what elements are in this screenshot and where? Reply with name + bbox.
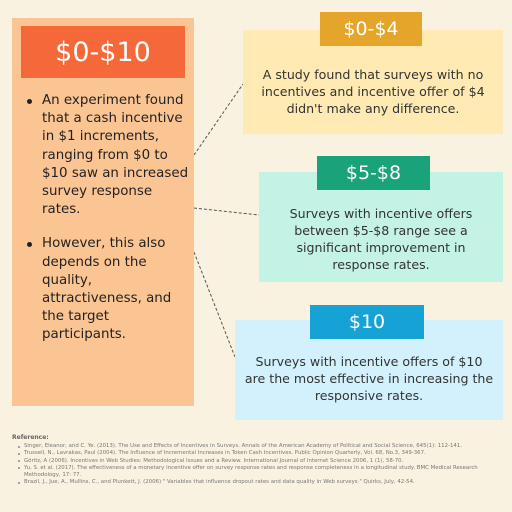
connector-to-card-5-8 bbox=[194, 208, 259, 215]
card-0-4-text: A study found that surveys with no incentives and incentive offer of $4 didn't make any difference. bbox=[261, 67, 485, 116]
left-card-bullets bbox=[14, 92, 192, 361]
reference-item: Göritz, A (2006). Incentives in Web Studies: Methodological Issues and a Review. International Journal of Internet Science 2006, 1 (1), 58-70. bbox=[24, 458, 500, 465]
card-10-label: $10 bbox=[310, 305, 424, 339]
left-card-title: $0-$10 bbox=[21, 26, 185, 78]
connector-to-card-10 bbox=[194, 252, 235, 357]
reference-item: Trussell, N., Lavrakas, Paul (2004). The Influence of Incremental Increases in Token Cash Incentives. Public Opinion Quarterly, Vol. 68, No.3, 349-367. bbox=[24, 450, 500, 457]
references-title: Reference: bbox=[12, 434, 49, 441]
reference-item: Singer, Eleanor, and C. Ye. (2013). The Use and Effects of Incentives in Surveys. Annals of the American Academy of Political and Social Science, 645(1): 112-141. bbox=[24, 443, 500, 450]
left-bullet-however: However, this also depends on the quality, attractiveness, and the target participants. bbox=[42, 235, 192, 344]
references-list bbox=[12, 443, 500, 487]
reference-item: Brazil, J., Jue, A., Mullins, C., and Plunkett, J. (2006) " Variables that influence dropout rates and data quality in Web surveys " Quirks, July, 42-54. bbox=[24, 479, 500, 486]
card-10-text: Surveys with incentive offers of $10 are the most effective in increasing the responsive rates. bbox=[244, 354, 494, 403]
card-5-8-label: $5-$8 bbox=[317, 156, 430, 190]
reference-item: Yu, S. et al. (2017). The effectiveness of a monetary incentive offer on survey response rates and response completeness in a longitudinal study. BMC Medical Research Methodology, 17: 77. bbox=[24, 465, 500, 480]
connector-to-card-0-4 bbox=[194, 84, 243, 155]
card-0-4-label: $0-$4 bbox=[320, 12, 422, 46]
left-bullet-experiment: An experiment found that a cash incentive in $1 increments, ranging from $0 to $10 saw an increased survey response rates. bbox=[42, 92, 192, 219]
card-5-8-text: Surveys with incentive offers between $5-$8 range see a significant improvement in response rates. bbox=[289, 206, 473, 272]
